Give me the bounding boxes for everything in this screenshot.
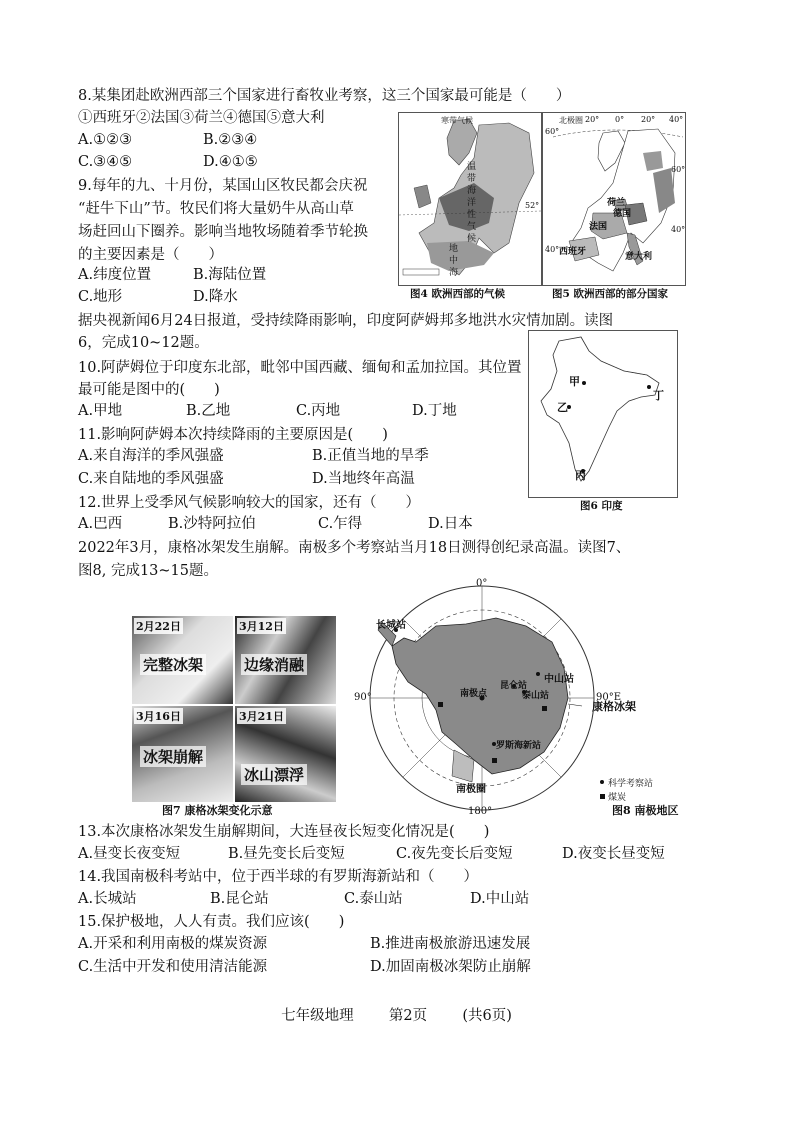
figure-7-ice-shelf-photos	[132, 616, 336, 802]
figure-4-europe-climate	[398, 112, 542, 286]
fig8-label-pole: 南极点	[460, 689, 488, 699]
q9-option-d[interactable]: D.降水	[193, 289, 238, 305]
fig8-label-bottom: 180°	[468, 806, 493, 817]
fig5-es: 西班牙	[559, 247, 587, 257]
fig5-arctic: 北极圈	[559, 116, 583, 125]
q12-option-b[interactable]: B.沙特阿拉伯	[168, 516, 256, 532]
fig8-label-zhongshan: 中山站	[544, 674, 574, 685]
fig4-label-c6: 气	[467, 222, 477, 232]
fig8-label-left: 90°	[354, 692, 372, 703]
fig6-jia: 甲	[569, 375, 580, 388]
q15-option-a[interactable]: A.开采和利用南极的煤炭资源	[78, 936, 268, 952]
q13-option-a[interactable]: A.昼变长夜变短	[78, 846, 181, 862]
footer-subject: 七年级地理	[281, 1008, 354, 1024]
fig5-lon40e: 40°	[669, 115, 684, 124]
fig5-lat60: 60°	[545, 127, 560, 136]
q8-option-d[interactable]: D.④①⑤	[203, 154, 258, 170]
fig7-panel-1-date: 2月22日	[136, 620, 181, 633]
fig5-lat40r: 40°	[671, 225, 686, 234]
fig5-lat40: 40°	[545, 245, 560, 254]
fig4-label-top: 寒带气候	[441, 116, 473, 125]
q11-stem: 11.影响阿萨姆本次持续降雨的主要原因是( )	[78, 427, 388, 443]
q15-stem: 15.保护极地，人人有责。我们应该( )	[78, 914, 345, 930]
q9-line-4: 的主要因素是（ ）	[78, 247, 223, 263]
figure-6-india	[528, 330, 678, 498]
q11-option-c[interactable]: C.来自陆地的季风强盛	[78, 471, 224, 487]
fig8-label-top: 0°	[476, 578, 488, 589]
q12-option-a[interactable]: A.巴西	[78, 516, 123, 532]
fig7-panel-2-date: 3月12日	[239, 620, 284, 633]
fig4-label-med1: 地	[449, 244, 459, 254]
q10-line-1: 10.阿萨姆位于印度东北部，毗邻中国西藏、缅甸和孟加拉国。其位置	[78, 360, 522, 376]
fig5-fr: 法国	[589, 222, 608, 232]
fig8-label-right: 90°E	[596, 692, 622, 703]
fig7-panel-4	[235, 706, 336, 802]
passage-2-line-1: 2022年3月，康格冰架发生崩解。南极多个考察站当月18日测得创纪录高温。读图7、	[78, 540, 631, 556]
q15-option-c[interactable]: C.生活中开发和使用清洁能源	[78, 959, 268, 975]
page-footer	[0, 1004, 793, 1025]
fig4-label-c4: 洋	[467, 198, 477, 208]
fig4-label-c5: 性	[467, 210, 477, 220]
fig7-panel-4-date: 3月21日	[239, 710, 284, 723]
q8-stem: 8.某集团赴欧洲西部三个国家进行畜牧业考察，这三个国家最可能是（ ）	[78, 88, 571, 104]
fig5-nl: 荷兰	[607, 198, 626, 208]
q14-option-a[interactable]: A.长城站	[78, 891, 137, 907]
fig7-panel-1-text: 完整冰架	[140, 654, 206, 675]
fig4-label-med2: 中	[449, 256, 459, 266]
fig8-label-taishan: 泰山站	[522, 691, 550, 701]
q10-line-2: 最可能是图中的( )	[78, 382, 220, 398]
fig6-bing: 丙	[575, 469, 586, 482]
fig7-panel-2	[235, 616, 336, 704]
fig7-panel-4-text: 冰山漂浮	[241, 764, 307, 785]
q9-option-c[interactable]: C.地形	[78, 289, 123, 305]
fig6-ding: 丁	[653, 389, 664, 402]
q12-option-d[interactable]: D.日本	[428, 516, 473, 532]
fig8-label-circle: 南极圈	[456, 784, 486, 795]
q14-option-d[interactable]: D.中山站	[470, 891, 530, 907]
q8-option-a[interactable]: A.①②③	[78, 132, 133, 148]
q10-option-b[interactable]: B.乙地	[186, 403, 231, 419]
fig5-lon0: 0°	[615, 115, 625, 124]
footer-page: 第2页	[388, 1008, 428, 1024]
fig7-panel-3-text: 冰架崩解	[140, 746, 206, 767]
q10-option-d[interactable]: D.丁地	[412, 403, 457, 419]
fig4-label-c7: 候	[467, 234, 477, 244]
fig8-label-changcheng: 长城站	[376, 620, 406, 631]
q9-line-1: 9.每年的九、十月份，某国山区牧民都会庆祝	[78, 178, 368, 194]
fig5-lat60r: 60°	[671, 165, 686, 174]
fig6-caption: 图6 印度	[580, 500, 623, 512]
q9-line-2: “赶牛下山”节。牧民们将大量奶牛从高山草	[78, 201, 354, 217]
fig4-label-lat: 52°	[525, 201, 540, 210]
passage-1-line-1: 据央视新闻6月24日报道，受持续降雨影响，印度阿萨姆邦多地洪水灾情加剧。读图	[78, 313, 614, 329]
q13-stem: 13.本次康格冰架发生崩解期间，大连昼夜长短变化情况是( )	[78, 824, 490, 840]
q8-option-c[interactable]: C.③④⑤	[78, 154, 133, 170]
q13-option-d[interactable]: D.夜变长昼变短	[562, 846, 665, 862]
passage-2-line-2: 图8, 完成13~15题。	[78, 563, 218, 579]
fig4-label-c2: 带	[467, 174, 477, 184]
footer-total: (共6页)	[462, 1008, 512, 1024]
q13-option-b[interactable]: B.昼先变长后变短	[228, 846, 345, 862]
india-map	[529, 331, 677, 497]
fig8-legend-station: 科学考察站	[608, 779, 654, 789]
q11-option-d[interactable]: D.当地终年高温	[312, 471, 415, 487]
q9-line-3: 场赶回山下圈养。影响当地牧场随着季节轮换	[78, 224, 368, 240]
q9-option-b[interactable]: B.海陆位置	[193, 267, 267, 283]
fig4-label-c1: 温	[467, 162, 477, 172]
fig8-label-kangge: 康格冰架	[592, 700, 636, 713]
fig6-yi: 乙	[557, 401, 568, 414]
fig7-panel-3	[132, 706, 233, 802]
fig4-caption: 图4 欧洲西部的气候	[410, 288, 505, 300]
passage-1-line-2: 6，完成10~12题。	[78, 335, 209, 351]
fig7-panel-3-date: 3月16日	[136, 710, 181, 723]
fig4-label-med3: 海	[449, 268, 459, 278]
fig8-legend-coal: 煤炭	[608, 793, 627, 803]
q12-option-c[interactable]: C.乍得	[318, 516, 363, 532]
figure-5-europe-countries	[542, 112, 686, 286]
q8-list: ①西班牙②法国③荷兰④德国⑤意大利	[78, 110, 325, 126]
fig7-panel-2-text: 边缘消融	[241, 654, 307, 675]
figure-8-antarctica	[354, 578, 686, 818]
q11-option-b[interactable]: B.正值当地的旱季	[312, 448, 429, 464]
fig8-label-kunlun: 昆仑站	[500, 681, 528, 691]
q11-option-a[interactable]: A.来自海洋的季风强盛	[78, 448, 224, 464]
fig5-lon20e: 20°	[641, 115, 656, 124]
q14-stem: 14.我国南极科考站中，位于西半球的有罗斯海新站和（ ）	[78, 869, 479, 885]
fig7-caption: 图7 康格冰架变化示意	[162, 804, 273, 817]
q14-option-b[interactable]: B.昆仑站	[210, 891, 269, 907]
fig7-panel-1	[132, 616, 233, 704]
q14-option-c[interactable]: C.泰山站	[344, 891, 403, 907]
q10-option-a[interactable]: A.甲地	[78, 403, 123, 419]
q12-stem: 12.世界上受季风气候影响较大的国家，还有（ ）	[78, 495, 421, 511]
q13-option-c[interactable]: C.夜先变长后变短	[396, 846, 513, 862]
fig4-label-c3: 海	[467, 186, 477, 196]
fig5-lon20w: 20°	[585, 115, 600, 124]
fig5-caption: 图5 欧洲西部的部分国家	[552, 288, 668, 300]
q9-option-a[interactable]: A.纬度位置	[78, 267, 152, 283]
q8-option-b[interactable]: B.②③④	[203, 132, 258, 148]
q15-option-d[interactable]: D.加固南极冰架防止崩解	[370, 959, 531, 975]
fig8-caption: 图8 南极地区	[612, 804, 679, 817]
q10-option-c[interactable]: C.丙地	[296, 403, 341, 419]
fig5-it: 意大利	[625, 252, 653, 262]
fig8-label-luosi: 罗斯海新站	[496, 741, 542, 751]
fig5-de: 德国	[613, 209, 632, 219]
q15-option-b[interactable]: B.推进南极旅游迅速发展	[370, 936, 531, 952]
